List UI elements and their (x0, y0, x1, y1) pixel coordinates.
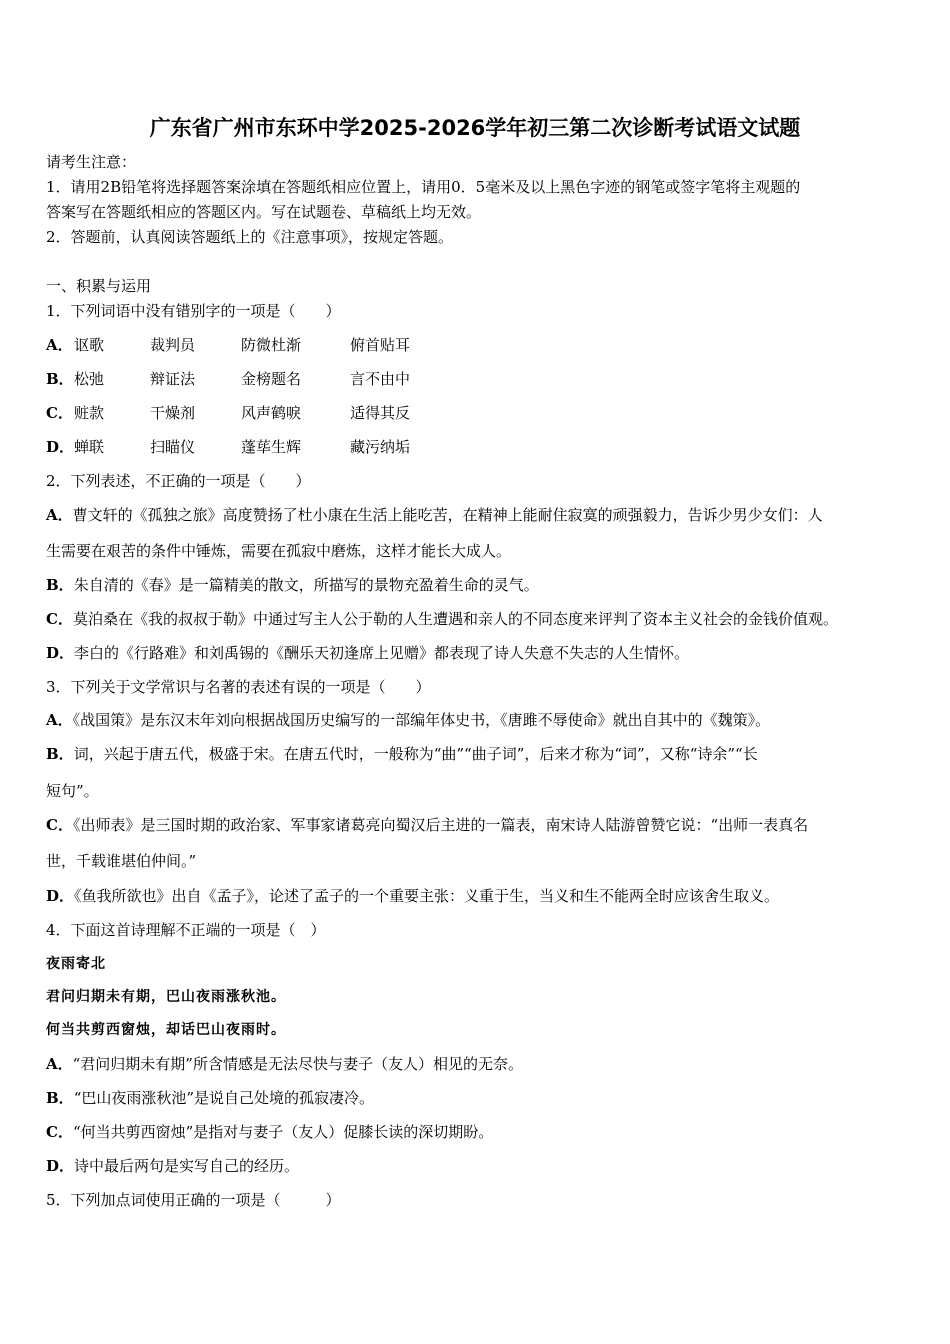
q4-option-d (46, 1156, 299, 1176)
option-label: D． (46, 887, 75, 905)
option-word: 干燥剂 (150, 404, 196, 422)
section-heading: 一、积累与运用 (46, 277, 152, 295)
question-5-stem: 5．下列加点词使用正确的一项是（ ） (46, 1191, 341, 1209)
q4-option-b (46, 1088, 374, 1108)
notice-head: 请考生注意： (46, 153, 137, 171)
option-label: B． (46, 370, 74, 388)
option-word: 辩证法 (150, 370, 196, 388)
option-label: D． (46, 438, 75, 456)
notice-item1-line1: 1．请用2B铅笔将选择题答案涂填在答题纸相应位置上，请用0．5毫米及以上黑色字迹的钢笔或签字笔将主观题的 (46, 178, 801, 196)
option-word: 赃款 (74, 404, 105, 422)
q2-option-a-cont: 生需要在艰苦的条件中锤炼，需要在孤寂中磨炼，这样才能长大成人。 (46, 542, 512, 560)
option-text: “巴山夜雨涨秋池”是说自己处境的孤寂凄冷。 (73, 1089, 375, 1107)
question-3-stem: 3．下列关于文学常识与名著的表述有误的一项是（ ） (46, 678, 431, 696)
q2-option-a (46, 505, 823, 525)
option-label: C． (46, 610, 73, 628)
q3-option-b (46, 744, 758, 764)
option-word: 裁判员 (150, 336, 196, 354)
q4-option-a (46, 1054, 523, 1074)
option-text: 莫泊桑在《我的叔叔于勒》中通过写主人公于勒的人生遭遇和亲人的不同态度来评判了资本主义社会的金钱价值观。 (72, 610, 838, 628)
option-text: “君问归期未有期”所含情感是无法尽快与妻子（友人）相见的无奈。 (72, 1055, 523, 1073)
q2-option-c (46, 609, 838, 629)
q3-option-b-cont: 短句”。 (46, 782, 99, 800)
q3-option-a (46, 710, 770, 730)
q3-option-d (46, 886, 779, 906)
option-text: 《战国策》是东汉末年刘向根据战国历史编写的一部编年体史书，《唐雎不辱使命》就出自其中的《魏策》。 (72, 711, 771, 729)
option-word: 蝉联 (74, 438, 105, 456)
option-word: 扫瞄仪 (150, 438, 196, 456)
option-label: B． (46, 745, 74, 763)
option-word: 蓬荜生辉 (241, 438, 302, 456)
question-1-stem: 1．下列词语中没有错别字的一项是（ ） (46, 302, 341, 320)
option-label: A． (46, 1055, 73, 1073)
option-word: 松弛 (74, 370, 105, 388)
option-label: C． (46, 816, 73, 834)
option-text: 朱自清的《春》是一篇精美的散文，所描写的景物充盈着生命的灵气。 (73, 576, 539, 594)
option-word: 藏污纳垢 (350, 438, 411, 456)
q3-option-c (46, 815, 808, 835)
option-label: B． (46, 576, 74, 594)
option-text: 曹文轩的《孤独之旅》高度赞扬了杜小康在生活上能吃苦，在精神上能耐住寂寞的顽强毅力，告诉少男少女们：人 (72, 506, 823, 524)
option-label: A． (46, 711, 73, 729)
q4-option-c (46, 1122, 493, 1142)
option-word: 讴歌 (74, 336, 105, 354)
option-word: 防微杜渐 (241, 336, 302, 354)
poem-line-2: 何当共剪西窗烛，却话巴山夜雨时。 (46, 1022, 286, 1038)
option-word: 俯首贴耳 (350, 336, 411, 354)
option-label: A． (46, 506, 73, 524)
option-text: 诗中最后两句是实写自己的经历。 (74, 1157, 300, 1175)
notice-item1-line2: 答案写在答题纸相应的答题区内。写在试题卷、草稿纸上均无效。 (46, 203, 482, 221)
option-text: 李白的《行路难》和刘禹锡的《酬乐天初逢席上见赠》都表现了诗人失意不失志的人生情怀。 (74, 644, 690, 662)
option-text: 《出师表》是三国时期的政治家、军事家诸葛亮向蜀汉后主进的一篇表，南宋诗人陆游曾赞它说：“出师一表真名 (72, 816, 809, 834)
option-word: 金榜题名 (241, 370, 302, 388)
option-word: 风声鹤唳 (241, 404, 302, 422)
option-text: “何当共剪西窗烛”是指对与妻子（友人）促膝长读的深切期盼。 (72, 1123, 494, 1141)
option-word: 言不由中 (350, 370, 411, 388)
option-label: C． (46, 1123, 73, 1141)
page-title: 广东省广州市东环中学2025-2026学年初三第二次诊断考试语文试题 (149, 116, 801, 140)
option-label: D． (46, 644, 75, 662)
q3-option-c-cont: 世，千载谁堪伯仲间。” (46, 852, 197, 870)
question-2-stem: 2．下列表述，不正确的一项是（ ） (46, 472, 311, 490)
option-label: C． (46, 404, 73, 422)
question-4-stem: 4．下面这首诗理解不正端的一项是（ ） (46, 921, 326, 939)
option-text: 词，兴起于唐五代，极盛于宋。在唐五代时，一般称为“曲”“曲子词”，后来才称为“词”，又称“诗余”“长 (73, 745, 758, 763)
option-label: B． (46, 1089, 74, 1107)
option-label: A． (46, 336, 73, 354)
notice-item2: 2．答题前，认真阅读答题纸上的《注意事项》，按规定答题。 (46, 228, 454, 246)
option-word: 适得其反 (350, 404, 411, 422)
q2-option-d (46, 643, 689, 663)
option-text: 《鱼我所欲也》出自《孟子》，论述了孟子的一个重要主张：义重于生，当义和生不能两全时应该舍生取义。 (74, 887, 780, 905)
poem-title: 夜雨寄北 (46, 956, 106, 972)
poem-line-1: 君问归期未有期，巴山夜雨涨秋池。 (46, 989, 286, 1005)
q2-option-b (46, 575, 539, 595)
option-label: D． (46, 1157, 75, 1175)
